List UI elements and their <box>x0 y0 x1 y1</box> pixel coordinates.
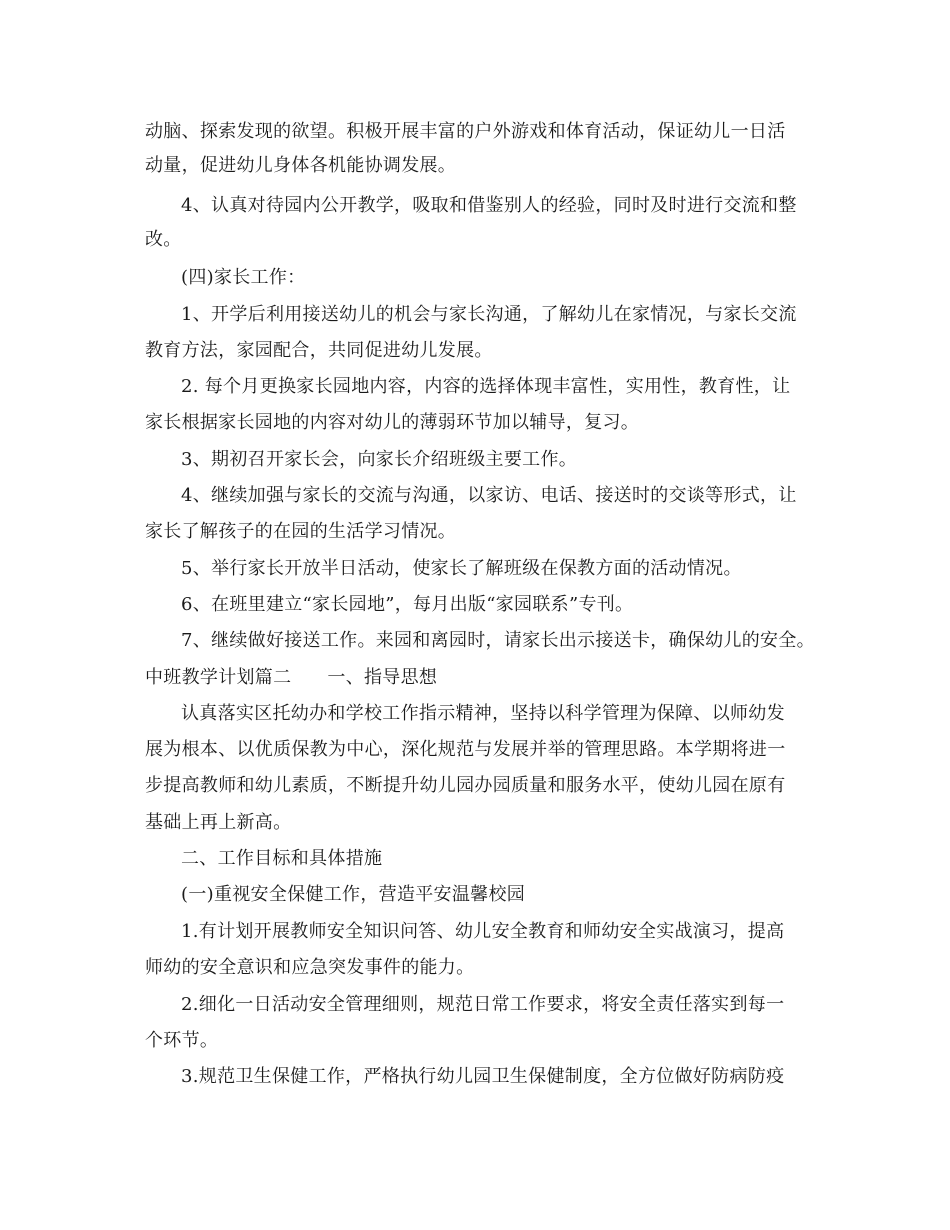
paragraph-line: 6、在班里建立“家长园地”，每月出版“家园联系”专刊。 <box>181 594 634 615</box>
paragraph-line: 个环节。 <box>145 1030 219 1051</box>
section-heading: (一)重视安全保健工作，营造平安温馨校园 <box>181 884 526 905</box>
paragraph-line: 7、继续做好接送工作。来园和离园时，请家长出示接送卡，确保幼儿的安全。 <box>181 630 815 651</box>
paragraph-line: 4、继续加强与家长的交流与沟通，以家访、电话、接送时的交谈等形式，让 <box>181 485 797 506</box>
paragraph-line: 基础上再上新高。 <box>145 812 292 833</box>
paragraph-line: 展为根本、以优质保教为中心，深化规范与发展并举的管理思路。本学期将进一 <box>145 739 786 760</box>
paragraph-line: 家长了解孩子的在园的生活学习情况。 <box>145 521 457 542</box>
paragraph-line: 教育方法，家园配合，共同促进幼儿发展。 <box>145 340 493 361</box>
section-heading: 二、工作目标和具体措施 <box>181 848 383 869</box>
paragraph-line: 步提高教师和幼儿素质，不断提升幼儿园办园质量和服务水平，使幼儿园在原有 <box>145 775 786 796</box>
paragraph-line: 动量，促进幼儿身体各机能协调发展。 <box>145 155 457 176</box>
paragraph-line: 1、开学后利用接送幼儿的机会与家长沟通，了解幼儿在家情况，与家长交流 <box>181 304 797 325</box>
paragraph-line: 4、认真对待园内公开教学，吸取和借鉴别人的经验，同时及时进行交流和整 <box>181 195 797 216</box>
paragraph-line: 3、期初召开家长会，向家长介绍班级主要工作。 <box>181 449 578 470</box>
paragraph-line: 1.有计划开展教师安全知识问答、幼儿安全教育和师幼安全实战演习，提高 <box>181 921 785 942</box>
paragraph-line: 认真落实区托幼办和学校工作指示精神，坚持以科学管理为保障、以师幼发 <box>181 703 785 724</box>
paragraph-line: 3.规范卫生保健工作，严格执行幼儿园卫生保健制度，全方位做好防病防疫 <box>181 1066 785 1087</box>
paragraph-line: 5、举行家长开放半日活动，使家长了解班级在保教方面的活动情况。 <box>181 558 742 579</box>
paragraph-line: 师幼的安全意识和应急突发事件的能力。 <box>145 957 475 978</box>
paragraph-line: 2. 每个月更换家长园地内容，内容的选择体现丰富性，实用性，教育性，让 <box>181 376 791 397</box>
paragraph-line: 2.细化一日活动安全管理细则，规范日常工作要求，将安全责任落实到每一 <box>181 994 785 1015</box>
article-title: 中班教学计划篇二 <box>145 667 292 688</box>
section-heading: 一、指导思想 <box>327 667 438 688</box>
paragraph-line: 动脑、探索发现的欲望。积极开展丰富的户外游戏和体育活动，保证幼儿一日活 <box>145 121 786 142</box>
article-heading-line <box>145 667 437 689</box>
paragraph-line: 改。 <box>145 229 182 250</box>
section-heading: (四)家长工作： <box>181 267 306 288</box>
paragraph-line: 家长根据家长园地的内容对幼儿的薄弱环节加以辅导，复习。 <box>145 412 640 433</box>
